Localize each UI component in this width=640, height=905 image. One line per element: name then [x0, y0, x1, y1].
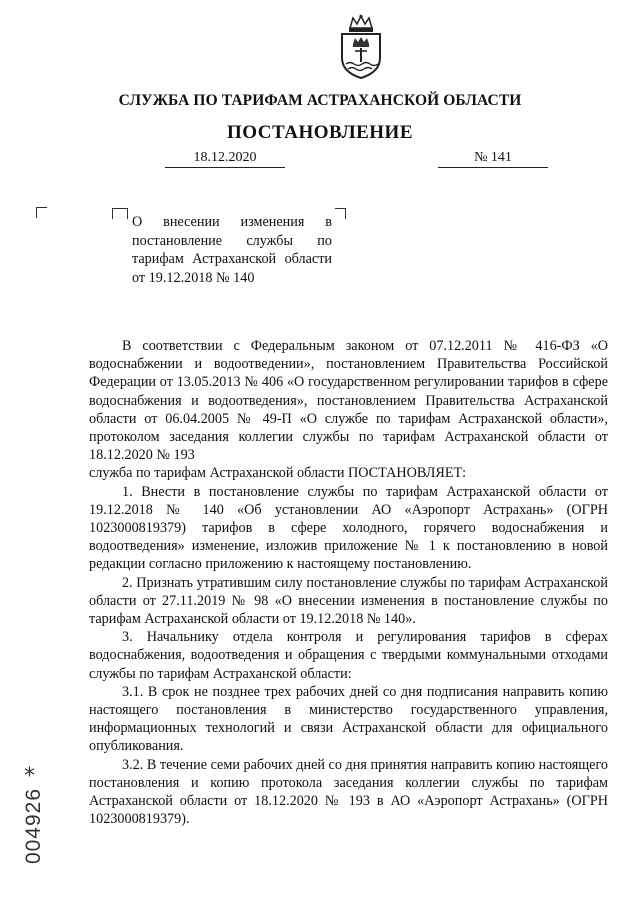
registration-stamp: [22, 766, 46, 886]
document-type-title: ПОСТАНОВЛЕНИЕ: [226, 122, 414, 143]
stamp-star-mark: *: [24, 764, 35, 789]
stamp-number: 004926: [22, 787, 45, 865]
paragraph-item-1: 1. Внести в постановление службы по тарифам Астраханской области от 19.12.2018 № 140 «Об установлении АО «Аэропорт Астрахань» (ОГРН 1023000819379) тарифов в сфере холодного, горячего водоснабжения и водоотведения» изменение, изложив приложение № 1 к постановлению в новой редакции согласно приложению к настоящему постановлению.: [89, 483, 608, 573]
corner-mark-subject-left-2: [121, 208, 128, 219]
document-body: [89, 337, 608, 828]
paragraph-item-3: 3. Начальнику отдела контроля и регулирования тарифов в сферах водоснабжения, водоотведения и обращения с твердыми коммунальными отходами службы по тарифам Астраханской области:: [89, 629, 608, 682]
coat-of-arms-icon: [336, 14, 386, 80]
paragraph-item-3-2: 3.2. В течение семи рабочих дней со дня принятия направить копию настоящего постановления и копию протокола заседания коллегии службы по тарифам Астраханской области от 18.12.2020 № 193 в АО «Аэропорт Астрахань» (ОГРН 1023000819379).: [89, 756, 608, 828]
document-date: 18.12.2020: [165, 150, 285, 168]
paragraph-item-2: 2. Признать утратившим силу постановление службы по тарифам Астраханской области от 27.11.2019 № 98 «О внесении изменения в постановление службы по тарифам Астраханской области от 19.12.2018 № 140».: [89, 574, 608, 628]
document-number: № 141: [438, 150, 548, 168]
corner-mark-left: [36, 207, 47, 218]
corner-mark-subject-right: [335, 208, 346, 219]
paragraph-resolves: служба по тарифам Астраханской области ПОСТАНОВЛЯЕТ:: [89, 465, 467, 482]
organization-title: СЛУЖБА ПО ТАРИФАМ АСТРАХАНСКОЙ ОБЛАСТИ: [118, 92, 522, 109]
paragraph-item-3-1: 3.1. В срок не позднее трех рабочих дней со дня подписания направить копию настоящего постановления в министерство государственного управления, информационных технологий и связи Астраханской области для официального опубликования.: [89, 683, 608, 755]
paragraph-preamble: В соответствии с Федеральным законом от 07.12.2011 № 416-ФЗ «О водоснабжении и водоотведении», постановлением Правительства Российской Федерации от 13.05.2013 № 406 «О государственном регулировании тарифов в сфере водоснабжения и водоотведения», постановлением Правительства Астраханской области от 06.04.2005 № 49-П «О службе по тарифам Астраханской области», протоколом заседания коллегии службы по тарифам Астраханской области от 18.12.2020 № 193: [89, 338, 608, 464]
document-subject: О внесении изменения в постановление службы по тарифам Астраханской области от 19.12.2018 № 140: [132, 214, 332, 286]
